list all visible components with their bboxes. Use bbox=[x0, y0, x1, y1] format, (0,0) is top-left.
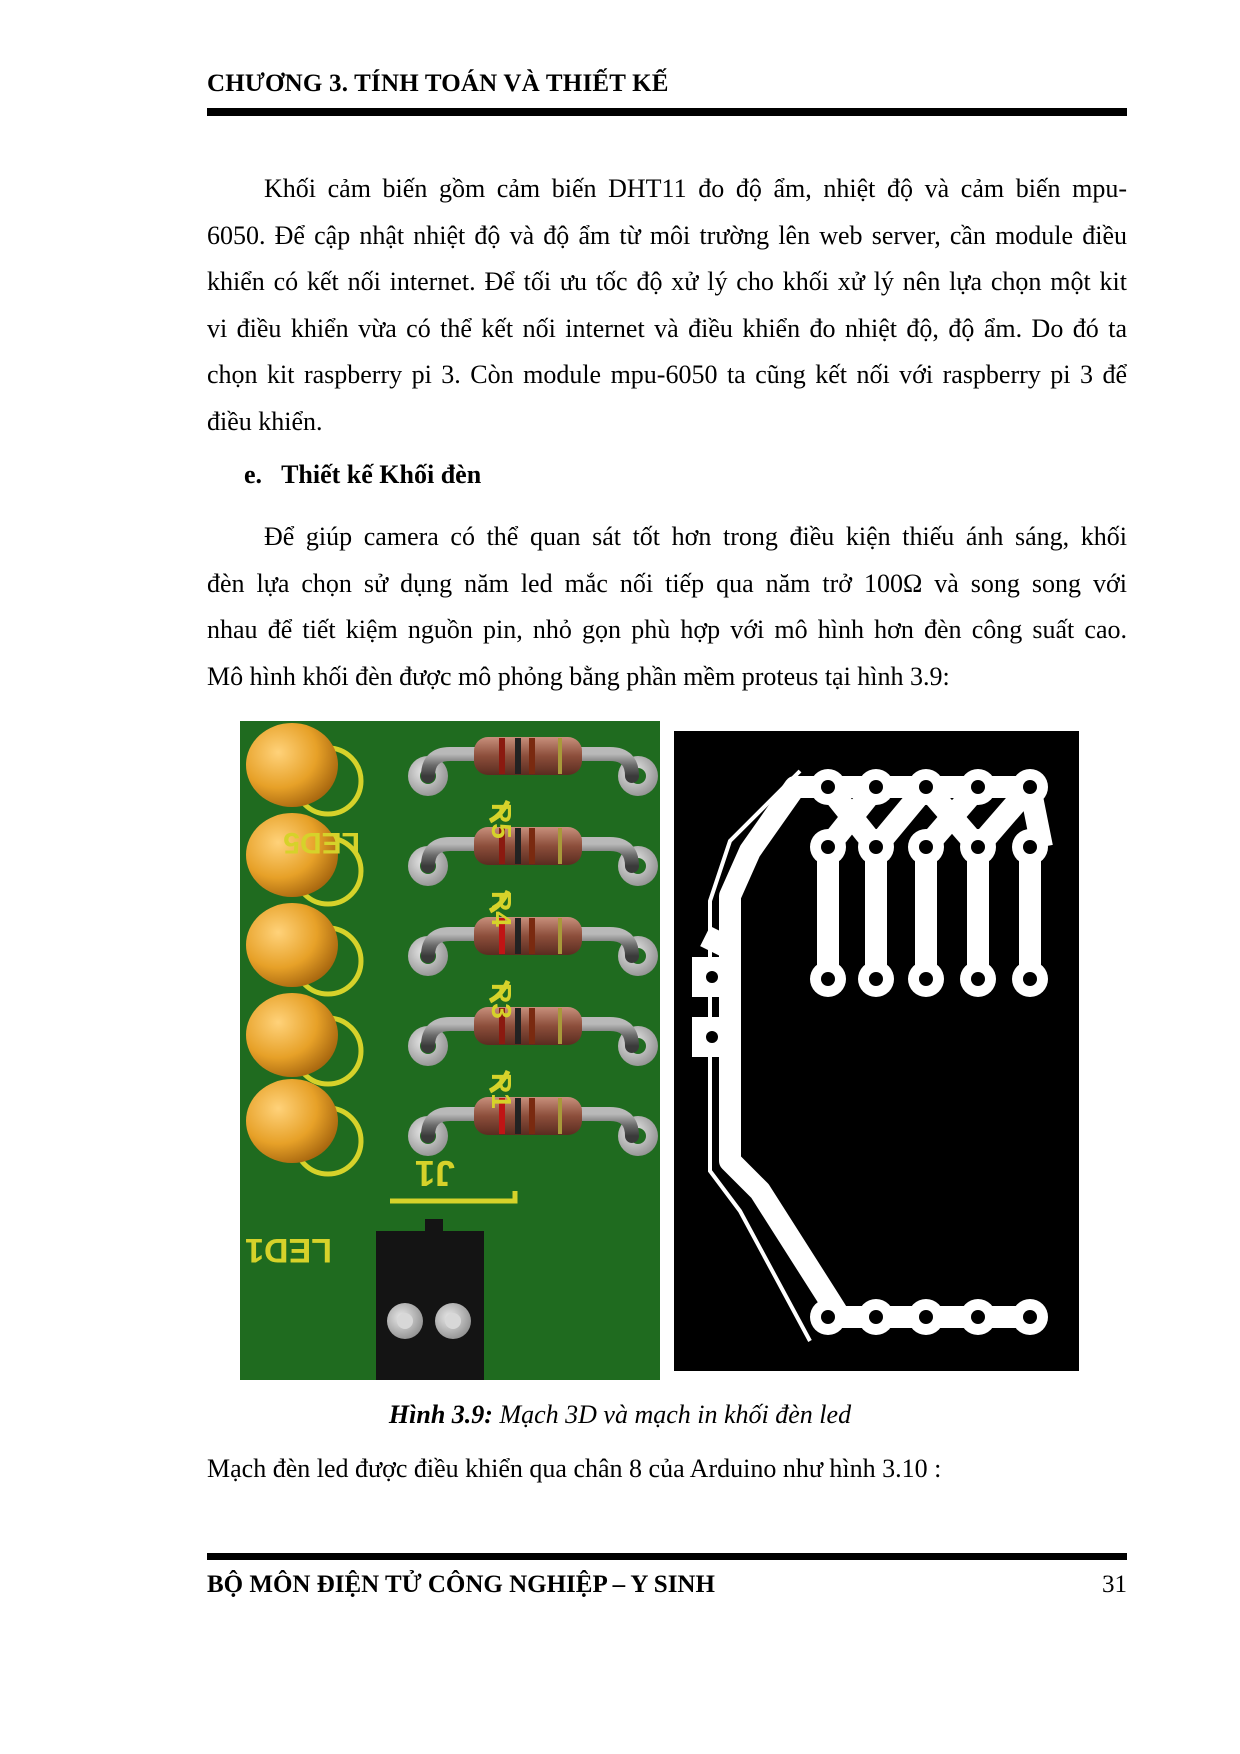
page-footer bbox=[207, 1571, 1127, 1599]
label-r4: R4 bbox=[486, 891, 517, 927]
paragraph-light-block bbox=[207, 514, 1127, 700]
section-heading: e. Thiết kế Khối đèn bbox=[244, 460, 482, 489]
paragraph-arduino: Mạch đèn led được điều khiển qua chân 8 của Arduino như hình 3.10 : bbox=[207, 1454, 942, 1483]
paragraph-line: Khối cảm biến gồm cảm biến DHT11 đo độ ẩm, nhiệt độ và cảm biến mpu- bbox=[264, 174, 1127, 203]
paragraph-line: 6050. Để cập nhật nhiệt độ và độ ẩm từ môi trường lên web server, cần module điều bbox=[207, 220, 1127, 250]
paragraph-line: đèn lựa chọn sử dụng năm led mắc nối tiếp qua năm trở 100Ω và song song với bbox=[207, 568, 1127, 598]
paragraph-line: chọn kit raspberry pi 3. Còn module mpu-6050 ta cũng kết nối với raspberry pi 3 để bbox=[207, 360, 1127, 389]
label-j1: J1 bbox=[414, 1153, 455, 1194]
pcb-layout-view bbox=[666, 721, 1089, 1380]
header-rule bbox=[207, 108, 1127, 116]
label-r5: R5 bbox=[486, 803, 517, 839]
department-name: BỘ MÔN ĐIỆN TỬ CÔNG NGHIỆP – Y SINH bbox=[207, 1571, 715, 1598]
figure-caption bbox=[0, 1400, 1240, 1430]
paragraph-line: điều khiển. bbox=[207, 406, 323, 436]
footer-rule bbox=[207, 1553, 1127, 1560]
connector-j1 bbox=[376, 1219, 484, 1380]
label-r1: R1 bbox=[486, 1073, 517, 1109]
caption-label: Hình 3.9: bbox=[388, 1400, 493, 1429]
paragraph-line: Mô hình khối đèn được mô phỏng bằng phần mềm proteus tại hình 3.9: bbox=[207, 661, 950, 691]
paragraph-line: nhau để tiết kiệm nguồn pin, nhỏ gọn phù hợp với mô hình hơn đèn công suất cao. bbox=[207, 615, 1127, 644]
paragraph-sensor-block bbox=[207, 166, 1127, 445]
chapter-header: CHƯƠNG 3. TÍNH TOÁN VÀ THIẾT KẾ bbox=[207, 70, 669, 97]
figure-pcb bbox=[240, 721, 1089, 1380]
paragraph-line: Để giúp camera có thể quan sát tốt hơn trong điều kiện thiếu ánh sáng, khối bbox=[264, 522, 1127, 551]
page-number: 31 bbox=[1102, 1571, 1127, 1598]
label-led1: LED1 bbox=[245, 1231, 332, 1269]
label-led5: LED5 bbox=[283, 826, 360, 859]
led-row bbox=[246, 723, 338, 1163]
paragraph-line: vi điều khiển vừa có thể kết nối internet và điều khiển đo nhiệt độ, độ ẩm. Do đó ta bbox=[207, 313, 1127, 343]
pcb-3d-view bbox=[240, 721, 660, 1380]
paragraph-line: khiển có kết nối internet. Để tối ưu tốc độ xử lý cho khối xử lý nên lựa chọn một kit bbox=[207, 267, 1127, 296]
caption-text: Mạch 3D và mạch in khối đèn led bbox=[492, 1400, 852, 1429]
label-r3: R3 bbox=[486, 983, 517, 1019]
